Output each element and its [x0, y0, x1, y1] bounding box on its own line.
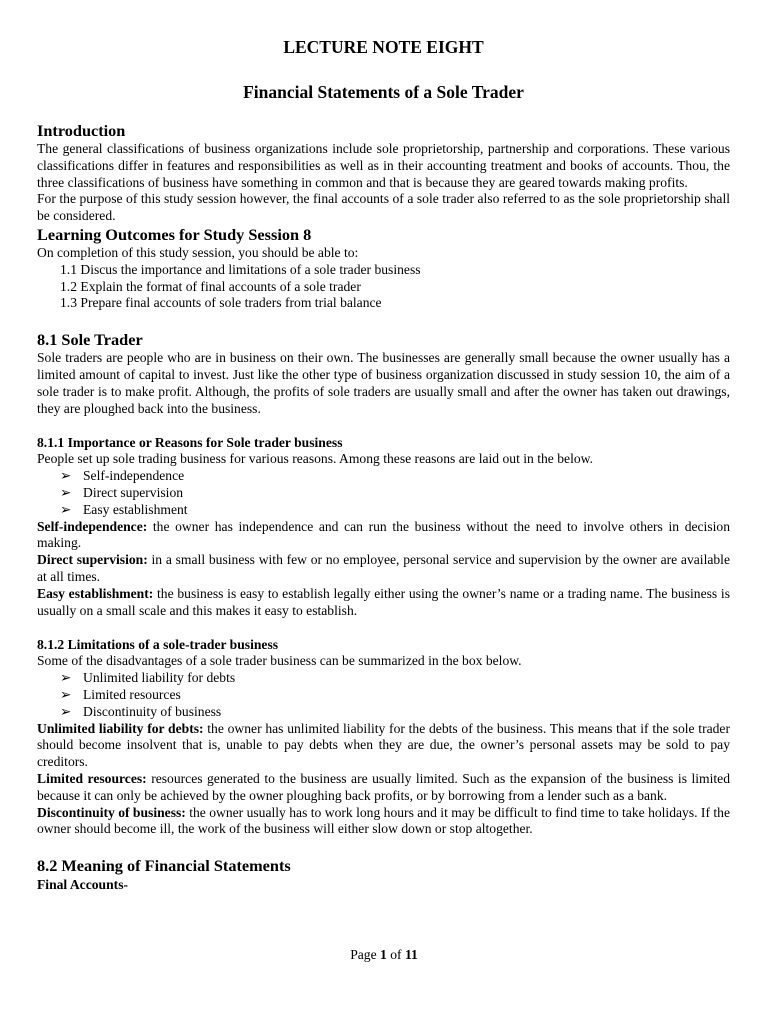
list-item	[37, 687, 730, 704]
list-item	[37, 704, 730, 721]
definition-term: Unlimited liability for debts:	[37, 720, 204, 736]
learning-outcomes-list	[37, 262, 730, 312]
definition-discontinuity	[37, 805, 730, 839]
definition-term: Self-independence:	[37, 518, 148, 534]
definition-limited-resources	[37, 771, 730, 805]
limitations-bullet-list	[37, 670, 730, 720]
definition-term: Discontinuity of business:	[37, 804, 186, 820]
definition-easy-establishment	[37, 586, 730, 620]
introduction-paragraph-1: The general classifications of business organizations include sole proprietorship, partnership and corporations. These various classifications differ in features and responsibilities as well as in their accounting treatment and books of accounts. Thou, the three classifications of business have something in common and that is because they are geared towards making profits.	[37, 141, 730, 190]
list-item	[37, 502, 730, 519]
arrow-bullet-icon: ➢	[60, 468, 72, 484]
arrow-bullet-icon: ➢	[60, 686, 72, 702]
document-subtitle: Financial Statements of a Sole Trader	[243, 82, 524, 102]
section-8-1-2-heading: 8.1.2 Limitations of a sole-trader business	[37, 637, 279, 653]
section-8-1-1-lead: People set up sole trading business for various reasons. Among these reasons are laid out in the below.	[37, 451, 593, 467]
definition-text: the business is easy to establish legally either using the owner’s name or a trading name. The business is usually on a small scale and this makes it easy to establish.	[37, 585, 730, 618]
of-word: of	[390, 947, 402, 962]
section-8-1-2-lead: Some of the disadvantages of a sole trader business can be summarized in the box below.	[37, 653, 522, 669]
definition-self-independence	[37, 519, 730, 553]
section-8-1-heading: 8.1 Sole Trader	[37, 330, 143, 350]
introduction-heading: Introduction	[37, 121, 126, 140]
definition-term: Direct supervision:	[37, 552, 148, 568]
page-total: 11	[404, 947, 418, 962]
list-item	[37, 670, 730, 687]
introduction-paragraph-2: For the purpose of this study session however, the final accounts of a sole trader also referred to as the sole proprietorship shall be considered.	[37, 191, 730, 224]
arrow-bullet-icon: ➢	[60, 501, 72, 517]
section-8-1-paragraph: Sole traders are people who are in business on their own. The businesses are generally small because the owner usually has a limited amount of capital to invest. Just like the other type of business organization discussed in study session 10, the aim of a sole trader is to make profit. Although, the profits of sole traders are usually small and after the owner has taken out drawings, they are ploughed back into the business.	[37, 350, 730, 416]
document-title: LECTURE NOTE EIGHT	[283, 37, 484, 57]
page-content	[37, 36, 730, 893]
bullet-text: Easy establishment	[83, 501, 188, 517]
definition-term: Easy establishment:	[37, 585, 154, 601]
importance-bullet-list	[37, 468, 730, 518]
list-item: 1.1 Discus the importance and limitations of a sole trader business	[60, 261, 421, 277]
learning-outcomes-lead: On completion of this study session, you should be able to:	[37, 244, 359, 260]
definition-text: the owner has independence and can run the business without the need to involve others in decision making.	[37, 518, 730, 551]
bullet-text: Limited resources	[83, 686, 181, 702]
definition-text: the owner has unlimited liability for the debts of the business. This means that if the sole trader should become insolvent that is, unable to pay debts when they are due, the owner’s personal assets may be sold to pay creditors.	[37, 720, 730, 770]
definition-unlimited-liability	[37, 721, 730, 771]
page-number: 1	[380, 947, 387, 962]
arrow-bullet-icon: ➢	[60, 670, 72, 686]
definition-text: in a small business with few or no employee, personal service and supervision by the owner are available at all times.	[37, 552, 730, 584]
learning-outcomes-heading: Learning Outcomes for Study Session 8	[37, 224, 312, 244]
list-item: 1.3 Prepare final accounts of sole traders from trial balance	[60, 295, 382, 311]
list-item	[37, 468, 730, 485]
list-item: 1.2 Explain the format of final accounts of a sole trader	[60, 278, 361, 294]
arrow-bullet-icon: ➢	[60, 703, 72, 719]
section-8-2-heading: 8.2 Meaning of Financial Statements	[37, 856, 291, 876]
list-item	[37, 485, 730, 502]
page-word: Page	[350, 947, 377, 962]
bullet-text: Direct supervision	[83, 484, 184, 500]
final-accounts-subheading: Final Accounts-	[37, 877, 129, 893]
page-footer	[0, 946, 768, 963]
bullet-text: Discontinuity of business	[83, 703, 222, 719]
section-8-1-1-heading: 8.1.1 Importance or Reasons for Sole trader business	[37, 435, 343, 451]
bullet-text: Unlimited liability for debts	[83, 670, 236, 686]
arrow-bullet-icon: ➢	[60, 484, 72, 500]
definition-text: resources generated to the business are usually limited. Such as the expansion of the business is limited because it can only be achieved by the owner ploughing back profits, or by borrowing from a lender such as a bank.	[37, 770, 730, 803]
bullet-text: Self-independence	[83, 468, 185, 484]
definition-term: Limited resources:	[37, 770, 147, 786]
definition-text: the owner usually has to work long hours and it may be difficult to find time to take holidays. If the owner should become ill, the work of the business will either slow down or stop altogether.	[37, 804, 730, 837]
definition-direct-supervision	[37, 552, 730, 586]
